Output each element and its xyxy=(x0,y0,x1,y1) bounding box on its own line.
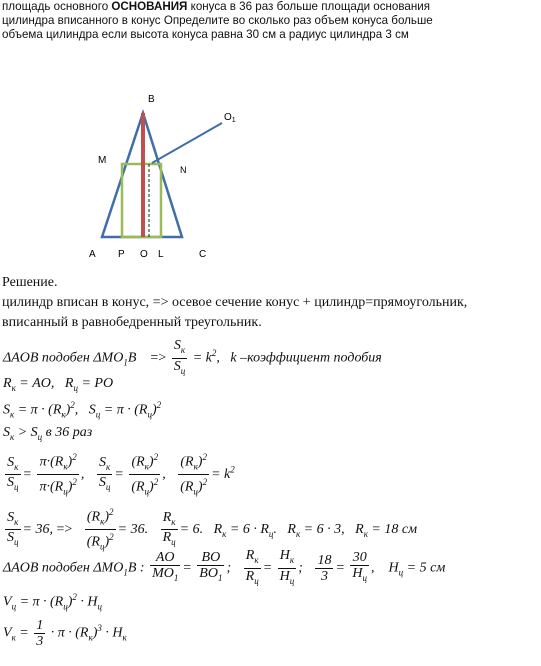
label-o: O xyxy=(140,249,148,260)
label-c: C xyxy=(199,249,207,260)
math-volume-cylinder: $V_ц = \pi \cdot (R_ц)^2 \cdot H_ц$ xyxy=(3,592,103,612)
math-volume-cone: $V_к$ = $\frac{1}{3}$ · $\pi \cdot (R_к)^3 \cdot H_к$ xyxy=(3,618,127,649)
label-n: N xyxy=(180,165,187,175)
label-b: B xyxy=(148,94,155,105)
math-radii: $R_к$ = AO, $R_ц$ = PO xyxy=(3,376,114,393)
problem-line-3: объема цилиндра если высота конуса равна 30 см а радиус цилиндра 3 см xyxy=(2,28,409,41)
label-l: L xyxy=(158,249,164,260)
label-a: A xyxy=(89,249,96,260)
math-gt: $S_к > S_ц$ в 36 раз xyxy=(3,425,93,442)
problem-line-2: цилиндра вписанного в конус Определите во сколько раз объем конуса больше xyxy=(2,14,433,27)
math-areas: $S_к = \pi \cdot (R_к)^2$, $S_ц = \pi \cdot (R_ц)^2$ xyxy=(3,400,162,420)
problem-line-1: площадь основного ОСНОВАНИЯ конуса в 36 раз больше площади основания xyxy=(2,0,431,13)
label-m: M xyxy=(98,155,107,166)
math-similarity-2: ΔAOB подобен $\Delta MO_1B$ : $\frac{AO}{MO_1}$ = $\frac{BO}{BO_1}$ ; $\frac{R_к}{R_ц}$ = $\frac{H_к}{H_ц}$ ; $\frac{18}{3}$ = $\frac{30}{H_ц}$ , $H_ц = 5$ см xyxy=(3,548,446,586)
math-similarity-1: ΔAOB подобен $\Delta MO_1B$ => $\frac{S_к}{S_ц}$ = $k^2$, k –коэффициент подобия xyxy=(3,338,382,376)
solution-intro: цилиндр вписан в конус, => осевое сечение конус + цилиндр=прямоугольник, вписанный в равнобедренный треугольник. xyxy=(2,295,468,330)
label-o1: $O_1$ xyxy=(224,112,236,124)
math-radius-result: $\frac{S_к}{S_ц}$ = 36, => $\frac{(R_к)^2}{(R_ц)^2}$ = 36. $\frac{R_к}{R_ц}$ = 6. $R_к = 6 \cdot R_ц$. $R_к = 6 \cdot 3$, $R_к = 18$ см xyxy=(7,507,418,552)
solution-heading: Решение. xyxy=(2,275,58,290)
label-p: P xyxy=(118,249,125,260)
problem-statement xyxy=(2,0,538,42)
cone-cylinder-diagram xyxy=(0,85,260,265)
pointer-line xyxy=(152,123,222,163)
math-ratio: $\frac{S_к}{S_ц}$ = $\frac{\pi\cdot(R_к)^2}{\pi\cdot(R_ц)^2}$ , $\frac{S_к}{S_ц}$ = $\frac{(R_к)^2}{(R_ц)^2}$ , $\frac{(R_к)^2}{(R_ц)^2}$ = $k^2$ xyxy=(7,452,235,497)
